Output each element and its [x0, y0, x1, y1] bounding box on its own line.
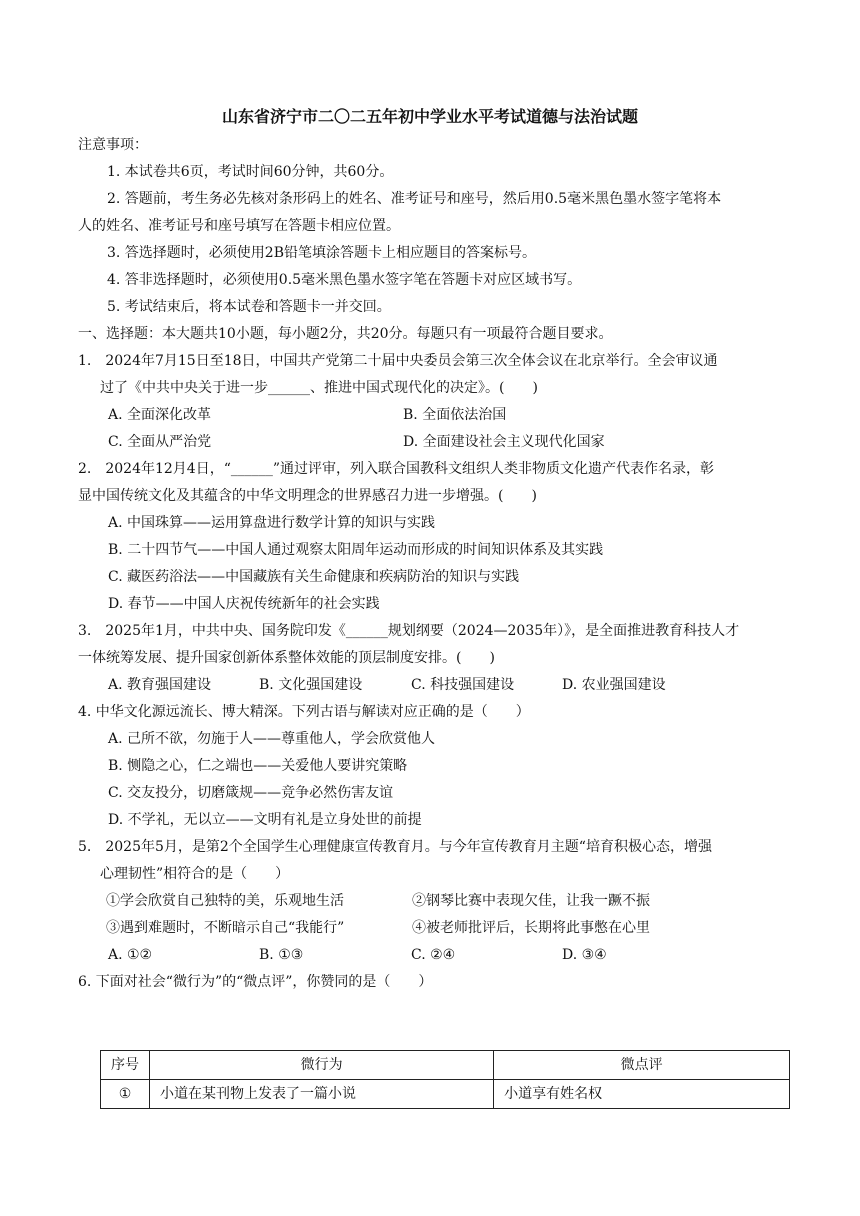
table-cell: 小道在某刊物上发表了一篇小说	[150, 1080, 494, 1109]
q3-option-d: D. 农业强国建设	[562, 677, 666, 693]
notice-item-2: 2. 答题前，考生务必先核对条形码上的姓名、准考证号和座号，然后用0.5毫米黑色墨水签字笔将本	[107, 191, 722, 207]
q2-option-b: B. 二十四节气——中国人通过观察太阳周年运动而形成的时间知识体系及其实践	[108, 542, 604, 558]
table-cell: 小道享有姓名权	[494, 1080, 790, 1109]
q3-option-c: C. 科技强国建设	[411, 677, 515, 693]
q5-statement-2: ②钢琴比赛中表现欠佳，让我一蹶不振	[412, 893, 650, 909]
question-6-line1: 6. 下面对社会“微行为”的“微点评”，你赞同的是（ ）	[78, 974, 433, 990]
question-3-line2: 一体统筹发展、提升国家创新体系整体效能的顶层制度安排。( )	[78, 650, 495, 666]
notice-item-5: 5. 考试结束后，将本试卷和答题卡一并交回。	[107, 299, 391, 315]
table-row	[101, 1080, 790, 1109]
q4-option-b: B. 恻隐之心，仁之端也——关爱他人要讲究策略	[108, 758, 408, 774]
question-2-line2: 显中国传统文化及其蕴含的中华文明理念的世界感召力进一步增强。( )	[78, 488, 537, 504]
q5-option-a: A. ①②	[108, 947, 153, 963]
notice-item-1: 1. 本试卷共6页，考试时间60分钟，共60分。	[107, 164, 394, 180]
section-heading: 一、选择题：本大题共10小题，每小题2分，共20分。每题只有一项最符合题目要求。	[78, 326, 613, 342]
question-1-line2: 过了《中共中央关于进一步______、推进中国式现代化的决定》。( )	[100, 380, 538, 396]
q1-option-d: D. 全面建设社会主义现代化国家	[403, 434, 605, 450]
question-1-line1: 1. 2024年7月15日至18日，中国共产党第二十届中央委员会第三次全体会议在北京举行。全会审议通	[78, 353, 718, 369]
q5-option-c: C. ②④	[411, 947, 456, 963]
q3-option-b: B. 文化强国建设	[259, 677, 363, 693]
question-5-line1: 5. 2025年5月，是第2个全国学生心理健康宣传教育月。与今年宣传教育月主题“培育积极心态，增强	[78, 839, 712, 855]
question-3-line1: 3. 2025年1月，中共中央、国务院印发《______规划纲要（2024—2035年）》，是全面推进教育科技人才	[78, 623, 740, 639]
table-header-cell: 微行为	[150, 1051, 494, 1080]
q5-statement-1: ①学会欣赏自己独特的美，乐观地生活	[106, 893, 344, 909]
notice-heading: 注意事项：	[78, 137, 148, 153]
q2-option-a: A. 中国珠算——运用算盘进行数学计算的知识与实践	[108, 515, 436, 531]
behavior-comment-table	[100, 1050, 790, 1109]
q5-statement-3: ③遇到难题时，不断暗示自己“我能行”	[106, 920, 345, 936]
q1-option-b: B. 全面依法治国	[403, 407, 507, 423]
q4-option-d: D. 不学礼，无以立——文明有礼是立身处世的前提	[108, 812, 422, 828]
question-5-line2: 心理韧性”相符合的是（ ）	[100, 866, 290, 882]
q2-option-c: C. 藏医药浴法——中国藏族有关生命健康和疾病防治的知识与实践	[108, 569, 520, 585]
table-header-cell: 微点评	[494, 1051, 790, 1080]
exam-title: 山东省济宁市二〇二五年初中学业水平考试道德与法治试题	[221, 107, 638, 126]
notice-item-3: 3. 答选择题时，必须使用2B铅笔填涂答题卡上相应题目的答案标号。	[107, 245, 537, 261]
q1-option-c: C. 全面从严治党	[108, 434, 212, 450]
notice-item-2-cont: 人的姓名、准考证号和座号填写在答题卡相应位置。	[78, 218, 400, 234]
q5-option-d: D. ③④	[562, 947, 607, 963]
q5-option-b: B. ①③	[259, 947, 304, 963]
q4-option-a: A. 己所不欲，勿施于人——尊重他人，学会欣赏他人	[108, 731, 436, 747]
q2-option-d: D. 春节——中国人庆祝传统新年的社会实践	[108, 596, 380, 612]
table-header-cell: 序号	[101, 1051, 150, 1080]
table-header-row	[101, 1051, 790, 1080]
question-2-line1: 2. 2024年12月4日，“______”通过评审，列入联合国教科文组织人类非物质文化遗产代表作名录，彰	[78, 461, 715, 477]
table-cell: ①	[101, 1080, 150, 1109]
q3-option-a: A. 教育强国建设	[108, 677, 212, 693]
question-4-line1: 4. 中华文化源远流长、博大精深。下列古语与解读对应正确的是（ ）	[78, 704, 530, 720]
q5-statement-4: ④被老师批评后，长期将此事憋在心里	[412, 920, 650, 936]
notice-item-4: 4. 答非选择题时，必须使用0.5毫米黑色墨水签字笔在答题卡对应区域书写。	[107, 272, 582, 288]
q1-option-a: A. 全面深化改革	[108, 407, 212, 423]
q4-option-c: C. 交友投分，切磨箴规——竞争必然伤害友谊	[108, 785, 394, 801]
